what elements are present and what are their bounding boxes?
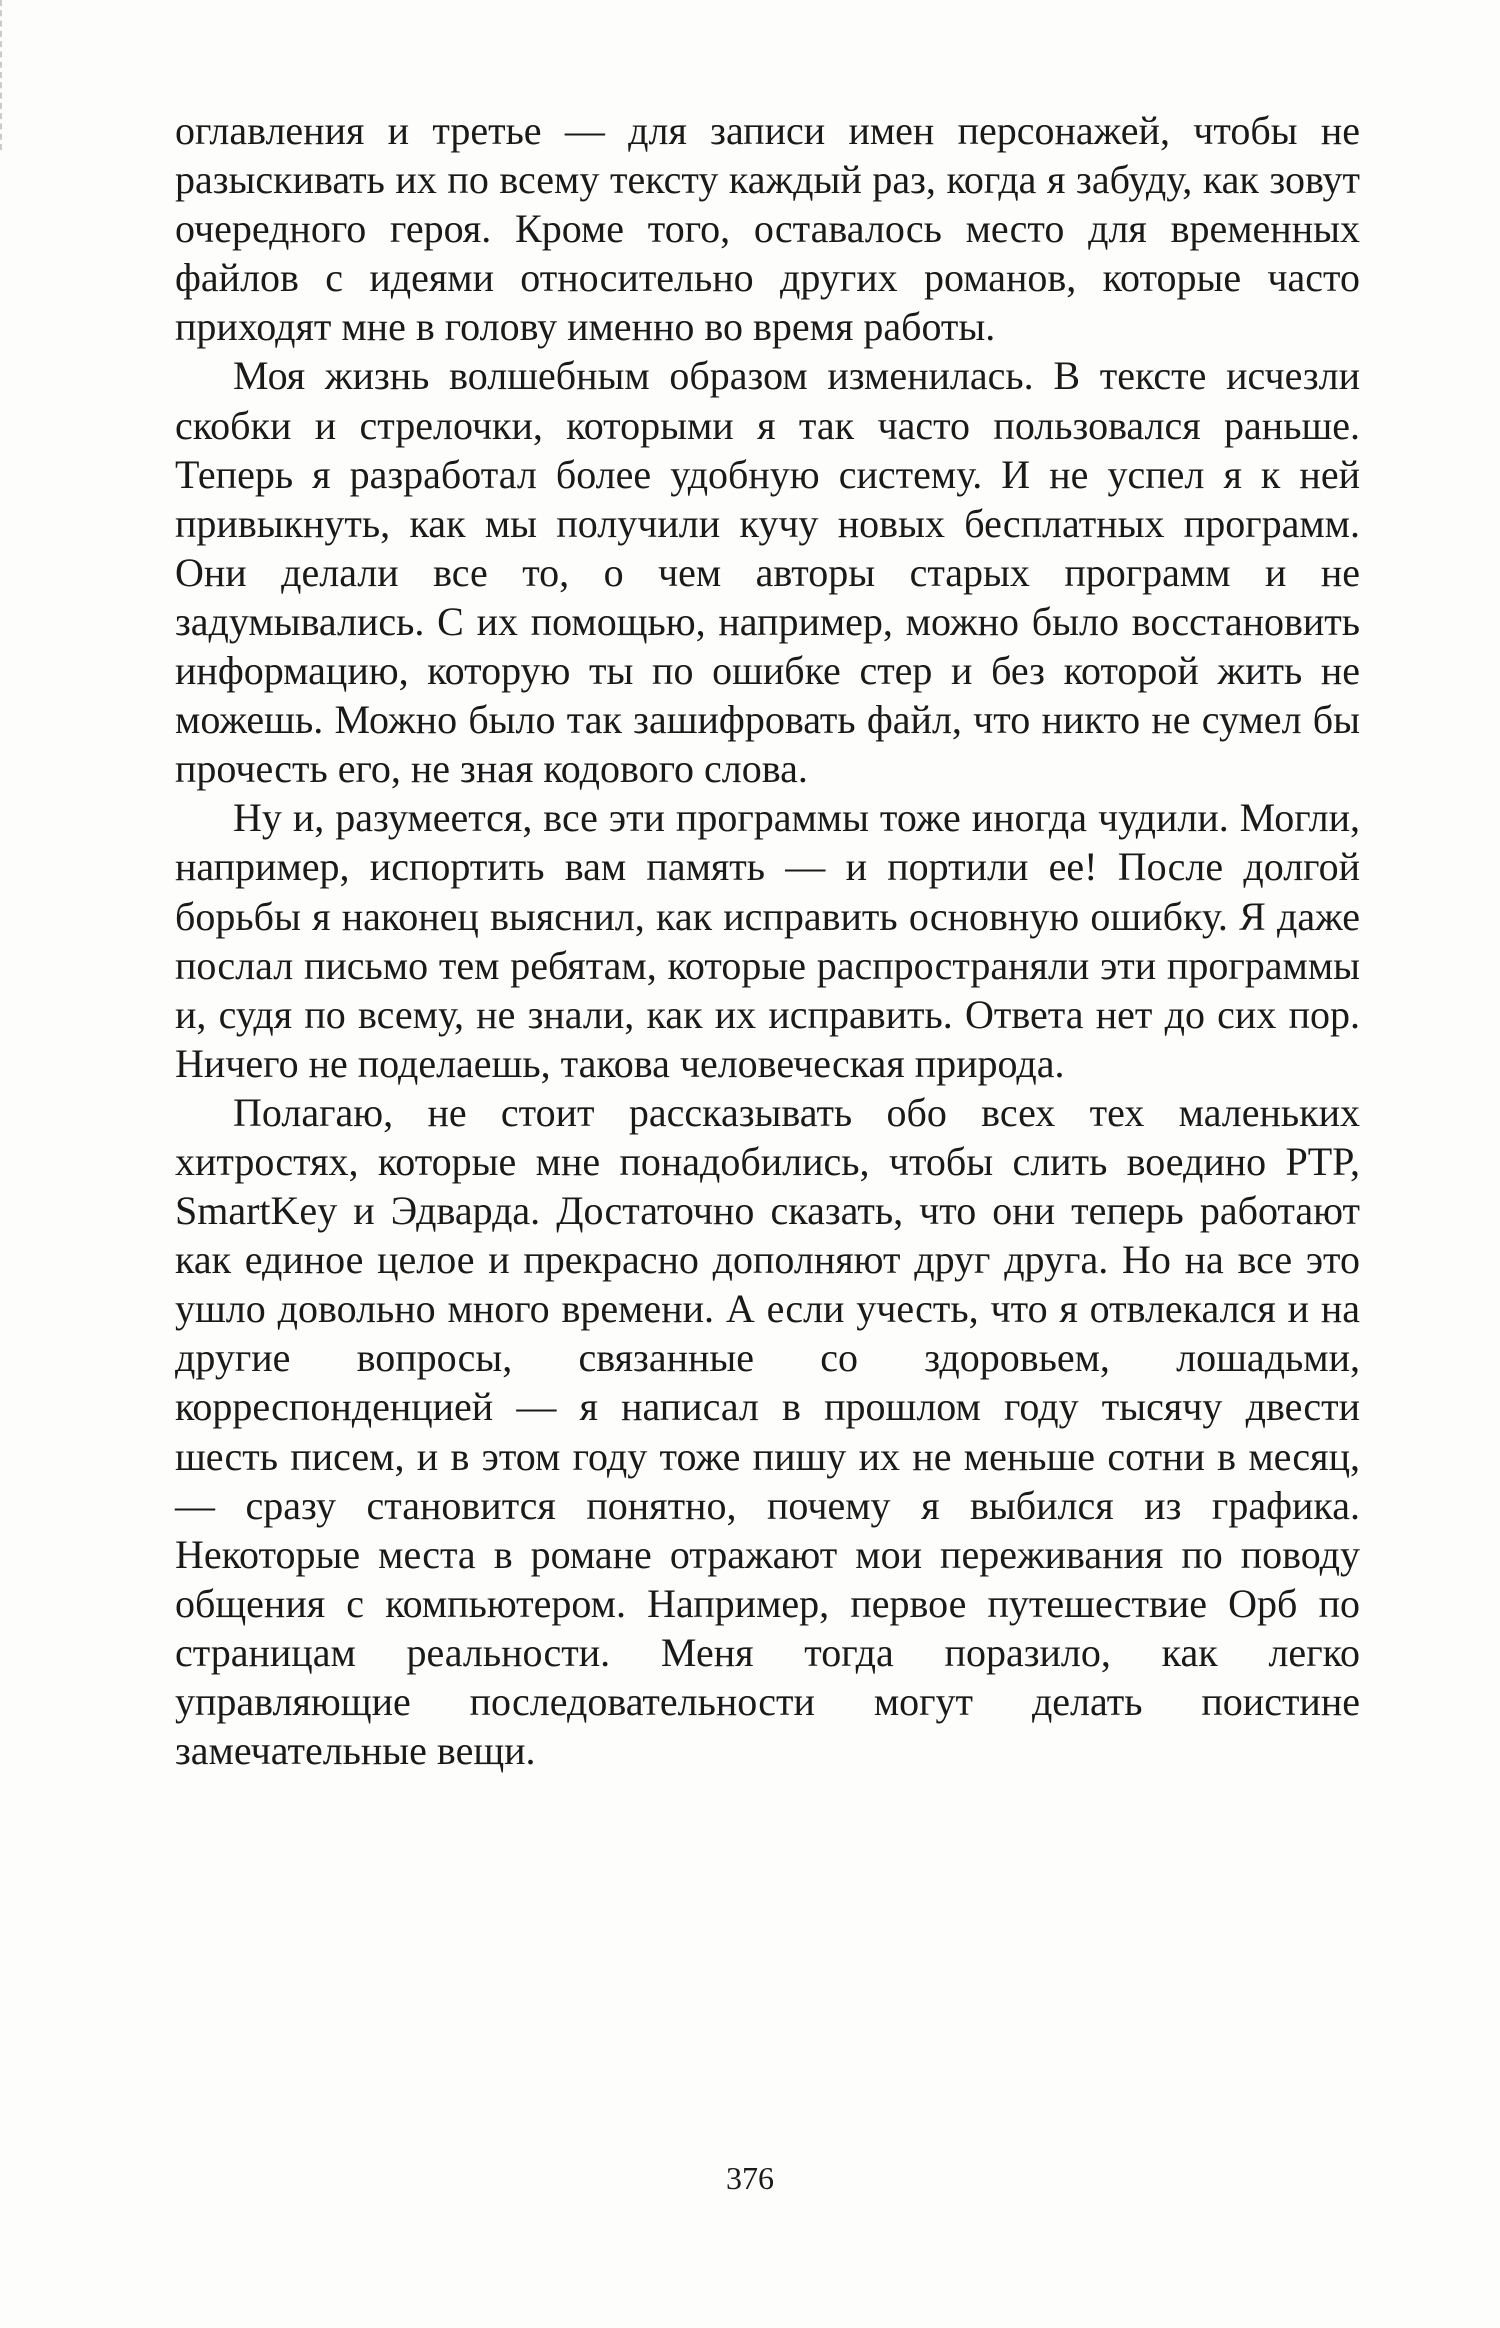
paragraph: Полагаю, не стоит рассказывать обо всех тех маленьких хитростях, которые мне понадобились, чтобы слить воедино PTP, SmartKey и Эдварда. Достаточно сказать, что они теперь работают как единое целое и прекрасно дополняют друг друга. Но на все это ушло довольно много времени. А если учесть, что я отвлекался и на другие вопросы, связанные со здоровьем, лошадьми, корреспонденцией — я написал в прошлом году тысячу двести шесть писем, и в этом году тоже пишу их не меньше сотни в месяц, — сразу становится понятно, почему я выбился из графика. Некоторые места в романе отражают мои переживания по поводу общения с компьютером. Например, первое путешествие Орб по страницам реальности. Меня тогда поразило, как легко управляющие последовательности могут делать поистине замечательные вещи.: [175, 1089, 1360, 1774]
scan-edge-artifact: [0, 0, 8, 150]
paragraph: Ну и, разумеется, все эти программы тоже иногда чудили. Могли, например, испортить вам память — и портили ее! После долгой борьбы я наконец выяснил, как исправить основную ошибку. Я даже послал письмо тем ребятам, которые распространяли эти программы и, судя по всему, не знали, как их исправить. Ответа нет до сих пор. Ничего не поделаешь, такова человеческая природа.: [175, 795, 1360, 1086]
body-text: [175, 106, 1360, 1775]
paragraph-continuation: оглавления и третье — для записи имен персонажей, чтобы не разыскивать их по всему тексту каждый раз, когда я забуду, как зовут очередного героя. Кроме того, оставалось место для временных файлов с идеями относительно других романов, которые часто приходят мне в голову именно во время работы.: [175, 108, 1360, 350]
paragraph: Моя жизнь волшебным образом изменилась. В тексте исчезли скобки и стрелочки, которыми я так часто пользовался раньше. Теперь я разработал более удобную систему. И не успел я к ней привыкнуть, как мы получили кучу новых бесплатных программ. Они делали все то, о чем авторы старых программ и не задумывались. С их помощью, например, можно было восстановить информацию, которую ты по ошибке стер и без которой жить не можешь. Можно было так зашифровать файл, что никто не сумел бы прочесть его, не зная кодового слова.: [175, 353, 1360, 792]
page-number: 376: [726, 2160, 774, 2196]
